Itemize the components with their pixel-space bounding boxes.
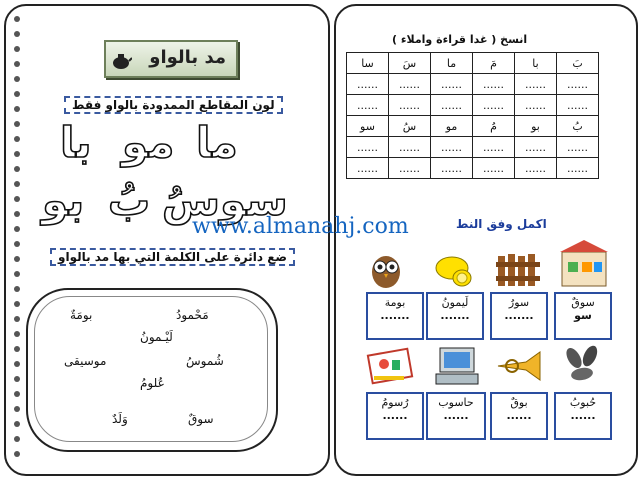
drawing-book-icon: [366, 346, 416, 386]
cloud-word: مَحْمودُ: [176, 308, 209, 322]
table-cell: ......: [515, 95, 557, 116]
table-cell: ......: [557, 74, 599, 95]
binding-dot: [14, 331, 20, 337]
table-cell: سُ: [389, 116, 431, 137]
word-box-seeds: [554, 392, 612, 440]
binding-dot: [14, 151, 20, 157]
table-cell: ......: [347, 158, 389, 179]
banner-title: مد بالواو: [149, 47, 226, 68]
table-cell: ......: [431, 137, 473, 158]
word-box-boma: [366, 292, 424, 340]
table-row: [347, 116, 599, 137]
binding-dot: [14, 286, 20, 292]
binding-dot: [14, 241, 20, 247]
word-box-market: [554, 292, 612, 340]
binding-dot: [14, 451, 20, 457]
binding-dot: [14, 406, 20, 412]
binding-dot: [14, 76, 20, 82]
binding-dot: [14, 16, 20, 22]
table-cell: ......: [347, 74, 389, 95]
binding-dot: [14, 256, 20, 262]
word-text: بوقٌ: [510, 396, 528, 409]
table-cell: سا: [347, 53, 389, 74]
computer-icon: [432, 344, 482, 388]
binding-dot: [14, 61, 20, 67]
word-text: حاسوب: [438, 396, 474, 409]
binding-dot: [14, 436, 20, 442]
table-cell: ......: [389, 137, 431, 158]
table-cell: ......: [557, 137, 599, 158]
table-cell: ......: [473, 137, 515, 158]
table-cell: ......: [431, 95, 473, 116]
cloud-word: شُموسُ: [186, 354, 224, 368]
syllable-5: سُ: [162, 176, 220, 225]
binding-dot: [14, 106, 20, 112]
word-box-fence: [490, 292, 548, 340]
table-cell: ......: [557, 158, 599, 179]
cloud-word: وَلَدٌ: [112, 412, 128, 426]
fence-icon: [494, 248, 542, 288]
table-row: [347, 137, 599, 158]
table-cell: ......: [389, 158, 431, 179]
syllable-6: بُ: [108, 176, 151, 225]
syllable-1: ما: [196, 118, 238, 167]
binding-dot: [14, 271, 20, 277]
complete-title: اكمل وفق النط: [456, 217, 547, 231]
binding-dots: [14, 16, 22, 462]
word-box-lemon: [426, 292, 484, 340]
binding-dot: [14, 391, 20, 397]
answer-example: سو: [574, 309, 592, 322]
table-cell: ......: [515, 158, 557, 179]
lemon-icon: [430, 252, 478, 288]
binding-dot: [14, 226, 20, 232]
trumpet-icon: [494, 346, 546, 386]
lesson-banner: [104, 40, 238, 78]
table-cell: ......: [473, 95, 515, 116]
table-cell: ......: [473, 158, 515, 179]
word-text: سورُ: [508, 296, 530, 309]
copy-table: [346, 52, 599, 179]
syllable-2: مو: [122, 118, 175, 167]
table-cell: بو: [515, 116, 557, 137]
table-cell: مَ: [473, 53, 515, 74]
table-cell: ......: [473, 74, 515, 95]
word-text: لَيمونُ: [441, 296, 469, 309]
teapot-icon: [110, 52, 132, 70]
table-row: [347, 74, 599, 95]
word-text: رُسومُ: [381, 396, 409, 409]
word-box-computer: [426, 392, 486, 440]
binding-dot: [14, 376, 20, 382]
cloud-word: عُلومُ: [140, 376, 165, 390]
answer-blank[interactable]: ......: [506, 409, 532, 422]
market-icon: [558, 238, 610, 288]
table-cell: ......: [347, 137, 389, 158]
binding-dot: [14, 31, 20, 37]
binding-dot: [14, 121, 20, 127]
table-cell: با: [515, 53, 557, 74]
word-text: حُبوبُ: [569, 396, 597, 409]
table-row: [347, 53, 599, 74]
table-row: [347, 95, 599, 116]
table-cell: سَ: [389, 53, 431, 74]
table-cell: سو: [347, 116, 389, 137]
table-cell: مو: [431, 116, 473, 137]
seeds-icon: [560, 344, 608, 388]
table-cell: ما: [431, 53, 473, 74]
binding-dot: [14, 361, 20, 367]
owl-icon: [366, 250, 406, 290]
binding-dot: [14, 421, 20, 427]
table-cell: ......: [557, 95, 599, 116]
word-box-drawings: [366, 392, 424, 440]
binding-dot: [14, 46, 20, 52]
binding-dot: [14, 346, 20, 352]
answer-blank[interactable]: .......: [504, 309, 534, 322]
binding-dot: [14, 316, 20, 322]
cloud-word: لَيْـمونُ: [140, 330, 173, 344]
table-cell: ......: [431, 158, 473, 179]
syllable-7: بو: [42, 176, 85, 225]
answer-blank[interactable]: .......: [440, 309, 470, 322]
word-text: سوقٌ: [571, 296, 595, 309]
table-cell: ......: [389, 74, 431, 95]
answer-blank[interactable]: .......: [380, 309, 410, 322]
watermark: www.almanahj.com: [192, 214, 409, 239]
table-cell: ......: [515, 137, 557, 158]
cloud-word: سوقٌ: [188, 412, 214, 426]
binding-dot: [14, 91, 20, 97]
binding-dot: [14, 196, 20, 202]
table-cell: ......: [347, 95, 389, 116]
table-cell: مُ: [473, 116, 515, 137]
table-cell: ......: [515, 74, 557, 95]
answer-blank[interactable]: ......: [443, 409, 469, 422]
binding-dot: [14, 181, 20, 187]
syllable-4: سو: [220, 176, 288, 225]
word-box-trumpet: [490, 392, 548, 440]
table-cell: بُ: [557, 116, 599, 137]
binding-dot: [14, 166, 20, 172]
answer-blank[interactable]: ......: [382, 409, 408, 422]
word-text: بومة: [384, 296, 406, 309]
syllable-3: با: [60, 118, 92, 167]
table-row: [347, 158, 599, 179]
instruction-circle-words: ضع دائرة على الكلمة التي بها مد بالواو: [50, 248, 295, 266]
table-cell: ......: [431, 74, 473, 95]
cloud-word: بومَةٌ: [70, 308, 93, 322]
table-cell: بَ: [557, 53, 599, 74]
cloud-word: موسيقى: [64, 354, 107, 368]
table-cell: ......: [389, 95, 431, 116]
binding-dot: [14, 301, 20, 307]
answer-blank[interactable]: ......: [570, 409, 596, 422]
copy-title: انسخ ( غدا قراءة واملاء ): [392, 33, 528, 46]
instruction-color-syllables: لون المقاطع الممدودة بالواو فقط: [64, 96, 283, 114]
binding-dot: [14, 136, 20, 142]
binding-dot: [14, 211, 20, 217]
